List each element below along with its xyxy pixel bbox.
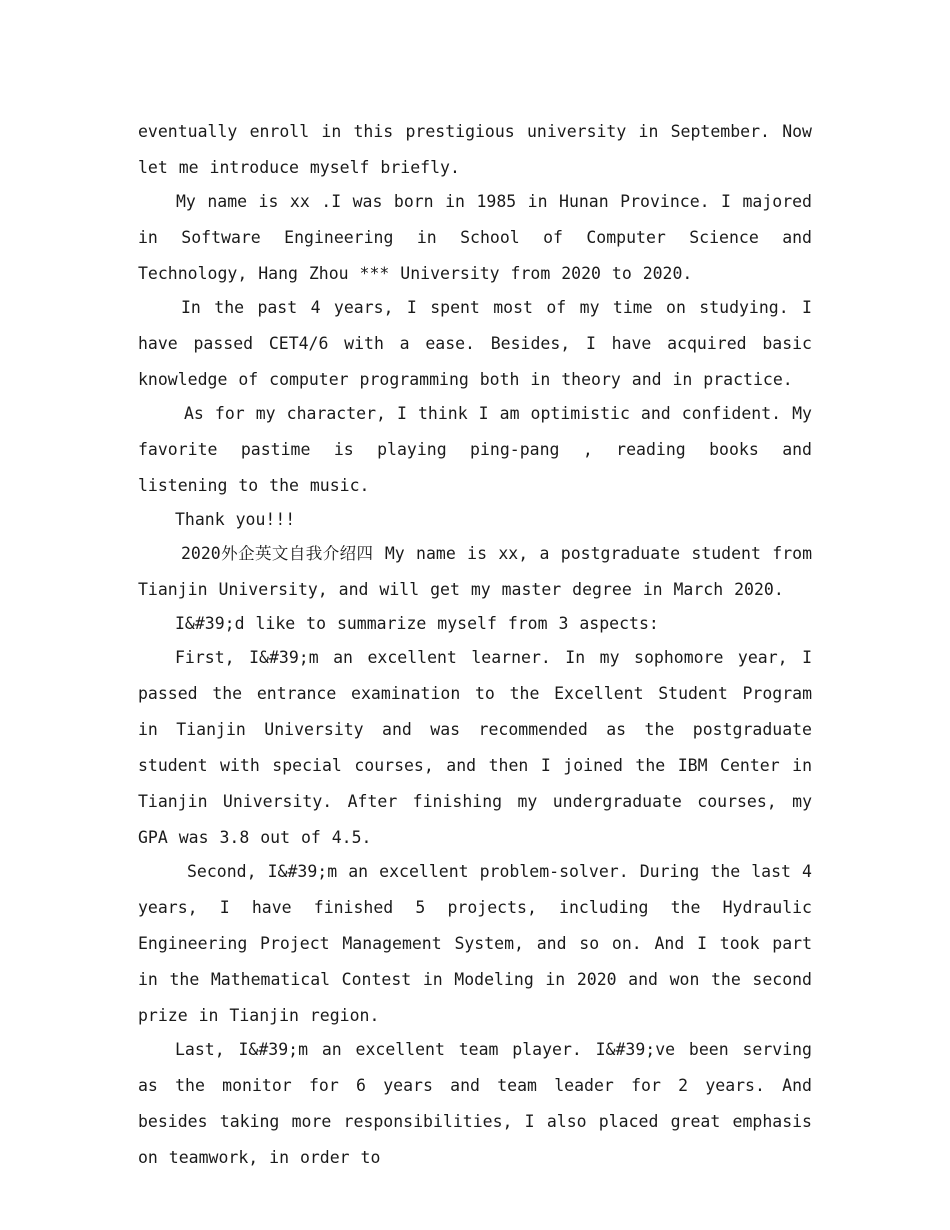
paragraph-studies: In the past 4 years, I spent most of my time on studying. I have passed CET4/6 with a ease. Besides, I have acquired basic knowledge of computer programming both in theory and in practice.: [138, 298, 812, 389]
paragraph-character: As for my character, I think I am optimistic and confident. My favorite pastime is playing ping-pang , reading books and listening to the music.: [138, 404, 812, 495]
paragraph-problem-solver: Second, I&#39;m an excellent problem-solver. During the last 4 years, I have finished 5 projects, including the Hydraulic Engineering Project Management System, and so on. And I took part in the Mathematical Contest in Modeling in 2020 and won the second prize in Tianjin region.: [138, 862, 812, 1025]
paragraph-learner: First, I&#39;m an excellent learner. In my sophomore year, I passed the entrance examination to the Excellent Student Program in Tianjin University and was recommended as the postgraduate student with special courses, and then I joined the IBM Center in Tianjin University. After finishing my undergraduate courses, my GPA was 3.8 out of 4.5.: [138, 648, 812, 847]
paragraph-thanks: Thank you!!!: [175, 510, 296, 529]
paragraph-personal-info: My name is xx .I was born in 1985 in Hunan Province. I majored in Software Engineering in School of Computer Science and Technology, Hang Zhou *** University from 2020 to 2020.: [138, 192, 812, 283]
paragraph-continuation: eventually enroll in this prestigious university in September. Now let me introduce myself briefly.: [138, 122, 812, 177]
document-body: [138, 114, 812, 1176]
paragraph-summary-lead: I&#39;d like to summarize myself from 3 aspects:: [175, 614, 659, 633]
paragraph-section-four-intro: 2020外企英文自我介绍四 My name is xx, a postgraduate student from Tianjin University, and will get my master degree in March 2020.: [138, 544, 812, 599]
paragraph-team-player: Last, I&#39;m an excellent team player. I&#39;ve been serving as the monitor for 6 years and team leader for 2 years. And besides taking more responsibilities, I also placed great emphasis on teamwork, in order to: [138, 1040, 812, 1167]
